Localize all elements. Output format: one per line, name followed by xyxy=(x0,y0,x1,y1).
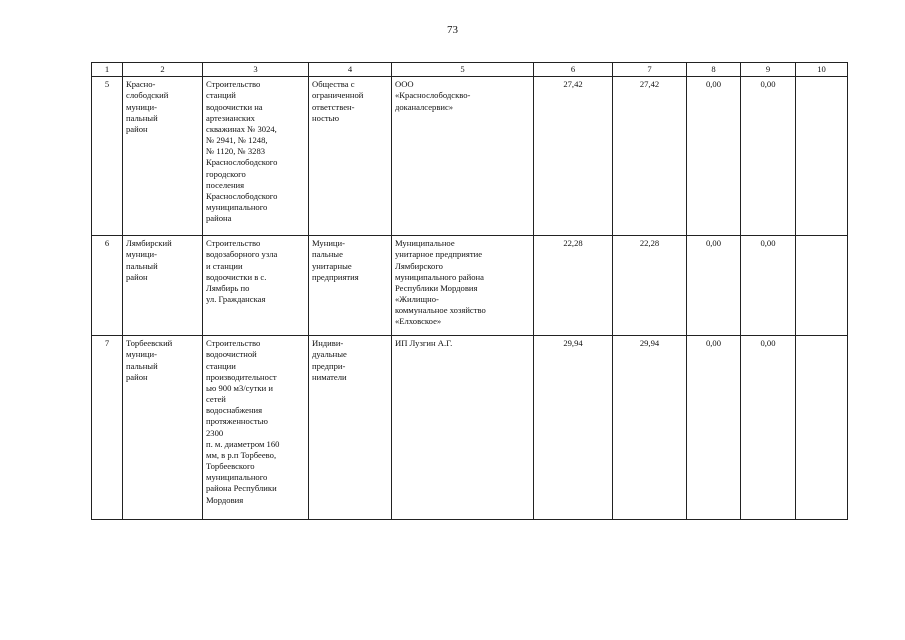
header-cell-3: 3 xyxy=(203,63,309,77)
district-cell-line: пальный xyxy=(126,360,158,371)
header-cell-10: 10 xyxy=(796,63,848,77)
col10-cell xyxy=(796,336,848,520)
col6-cell: 27,42 xyxy=(534,77,613,236)
project-cell xyxy=(203,336,309,520)
district-cell-line: муници- xyxy=(126,101,157,112)
header-cell-1: 1 xyxy=(92,63,123,77)
project-cell-line: сетей xyxy=(206,394,226,405)
org-type-cell xyxy=(309,236,392,336)
project-cell-line: водозаборного узла xyxy=(206,249,278,260)
project-cell-line: протяженностью xyxy=(206,416,268,427)
row-number-cell: 7 xyxy=(92,336,123,520)
org-name-cell-line: ООО xyxy=(395,79,414,90)
org-name-cell-line: ИП Лузгин А.Г. xyxy=(395,338,453,349)
project-cell-line: мм, в р.п Торбеево, xyxy=(206,449,277,460)
org-name-cell-line: коммунальное хозяйство xyxy=(395,305,486,316)
project-cell-line: Краснослободского xyxy=(206,190,278,201)
district-cell-line: пальный xyxy=(126,260,158,271)
project-cell-line: Мордовия xyxy=(206,494,244,505)
col9-cell: 0,00 xyxy=(741,236,796,336)
table-header xyxy=(92,63,848,77)
org-type-cell-line: предпри- xyxy=(312,360,346,371)
col10-cell xyxy=(796,236,848,336)
project-cell-line: водоочистки в с. xyxy=(206,271,267,282)
project-cell-line: Лямбирь по xyxy=(206,282,250,293)
project-cell-line: района Республики xyxy=(206,483,277,494)
header-cell-5: 5 xyxy=(392,63,534,77)
project-cell-line: городского xyxy=(206,168,246,179)
org-name-cell-line: «Краснослободскво- xyxy=(395,90,471,101)
col8-cell: 0,00 xyxy=(687,236,741,336)
project-cell-line: № 1120, № 3283 xyxy=(206,146,266,157)
col8-cell: 0,00 xyxy=(687,77,741,236)
org-type-cell xyxy=(309,336,392,520)
district-cell xyxy=(123,77,203,236)
col9-cell: 0,00 xyxy=(741,336,796,520)
district-cell-line: район xyxy=(126,123,148,134)
project-cell-line: Строительство xyxy=(206,338,261,349)
org-type-cell-line: ниматели xyxy=(312,371,347,382)
org-name-cell xyxy=(392,236,534,336)
project-cell-line: района xyxy=(206,213,232,224)
org-type-cell-line: Муници- xyxy=(312,238,345,249)
document-table xyxy=(91,62,848,520)
col7-cell: 29,94 xyxy=(613,336,687,520)
project-cell-line: 2300 xyxy=(206,427,224,438)
org-type-cell xyxy=(309,77,392,236)
district-cell xyxy=(123,236,203,336)
org-type-cell-line: ограниченной xyxy=(312,90,364,101)
org-type-cell-line: Индиви- xyxy=(312,338,344,349)
project-cell-line: поселения xyxy=(206,179,245,190)
col6-cell: 29,94 xyxy=(534,336,613,520)
project-cell-line: п. м. диаметром 160 xyxy=(206,438,280,449)
org-name-cell xyxy=(392,77,534,236)
col10-cell xyxy=(796,77,848,236)
district-cell-line: пальный xyxy=(126,112,158,123)
org-type-cell-line: Общества с xyxy=(312,79,355,90)
project-cell-line: ью 900 м3/сутки и xyxy=(206,382,273,393)
col9-cell: 0,00 xyxy=(741,77,796,236)
district-cell-line: Лямбирский xyxy=(126,238,172,249)
col7-cell: 22,28 xyxy=(613,236,687,336)
project-cell-line: водоочистки на xyxy=(206,101,263,112)
project-cell-line: Краснослободского xyxy=(206,157,278,168)
org-name-cell-line: «Жилищно- xyxy=(395,294,439,305)
org-name-cell-line: Муниципальное xyxy=(395,238,455,249)
project-cell-line: Торбеевского xyxy=(206,461,255,472)
table-row xyxy=(92,336,848,520)
col7-cell: 27,42 xyxy=(613,77,687,236)
header-cell-2: 2 xyxy=(123,63,203,77)
project-cell xyxy=(203,77,309,236)
project-cell-line: скважинах № 3024, xyxy=(206,123,277,134)
project-cell-line: артезианских xyxy=(206,112,255,123)
header-cell-8: 8 xyxy=(687,63,741,77)
org-type-cell-line: предприятия xyxy=(312,271,359,282)
project-cell-line: производительност xyxy=(206,371,277,382)
district-cell-line: район xyxy=(126,271,148,282)
org-name-cell-line: Республики Мордовия xyxy=(395,282,478,293)
table-row xyxy=(92,236,848,336)
district-cell-line: Торбеевский xyxy=(126,338,173,349)
district-cell-line: муници- xyxy=(126,249,157,260)
district-cell-line: Красно- xyxy=(126,79,156,90)
project-cell-line: ул. Гражданская xyxy=(206,294,266,305)
header-cell-9: 9 xyxy=(741,63,796,77)
org-name-cell-line: унитарное предприятие xyxy=(395,249,483,260)
org-name-cell-line: доканалсервис» xyxy=(395,101,454,112)
row-number-cell: 5 xyxy=(92,77,123,236)
header-cell-6: 6 xyxy=(534,63,613,77)
col8-cell: 0,00 xyxy=(687,336,741,520)
row-number-cell: 6 xyxy=(92,236,123,336)
header-cell-7: 7 xyxy=(613,63,687,77)
project-cell-line: Строительство xyxy=(206,79,261,90)
org-type-cell-line: ностью xyxy=(312,112,340,123)
project-cell-line: Строительство xyxy=(206,238,261,249)
table-row xyxy=(92,77,848,236)
project-cell-line: № 2941, № 1248, xyxy=(206,135,268,146)
header-row xyxy=(92,63,848,77)
org-name-cell-line: муниципального района xyxy=(395,271,484,282)
org-type-cell-line: унитарные xyxy=(312,260,352,271)
project-cell-line: станции xyxy=(206,360,236,371)
col6-cell: 22,28 xyxy=(534,236,613,336)
project-cell xyxy=(203,236,309,336)
district-cell-line: район xyxy=(126,371,148,382)
project-cell-line: водоочистной xyxy=(206,349,257,360)
page-number: 73 xyxy=(447,24,458,36)
org-name-cell xyxy=(392,336,534,520)
header-cell-4: 4 xyxy=(309,63,392,77)
org-name-cell-line: «Елховское» xyxy=(395,316,442,327)
project-cell-line: муниципального xyxy=(206,472,268,483)
project-cell-line: водоснабжения xyxy=(206,405,263,416)
project-cell-line: станций xyxy=(206,90,236,101)
org-type-cell-line: дуальные xyxy=(312,349,347,360)
org-type-cell-line: пальные xyxy=(312,249,343,260)
district-cell-line: слободский xyxy=(126,90,169,101)
project-cell-line: муниципального xyxy=(206,202,268,213)
project-cell-line: и станции xyxy=(206,260,243,271)
table-body xyxy=(92,77,848,520)
org-type-cell-line: ответствен- xyxy=(312,101,355,112)
org-name-cell-line: Лямбирского xyxy=(395,260,443,271)
district-cell-line: муници- xyxy=(126,349,157,360)
district-cell xyxy=(123,336,203,520)
